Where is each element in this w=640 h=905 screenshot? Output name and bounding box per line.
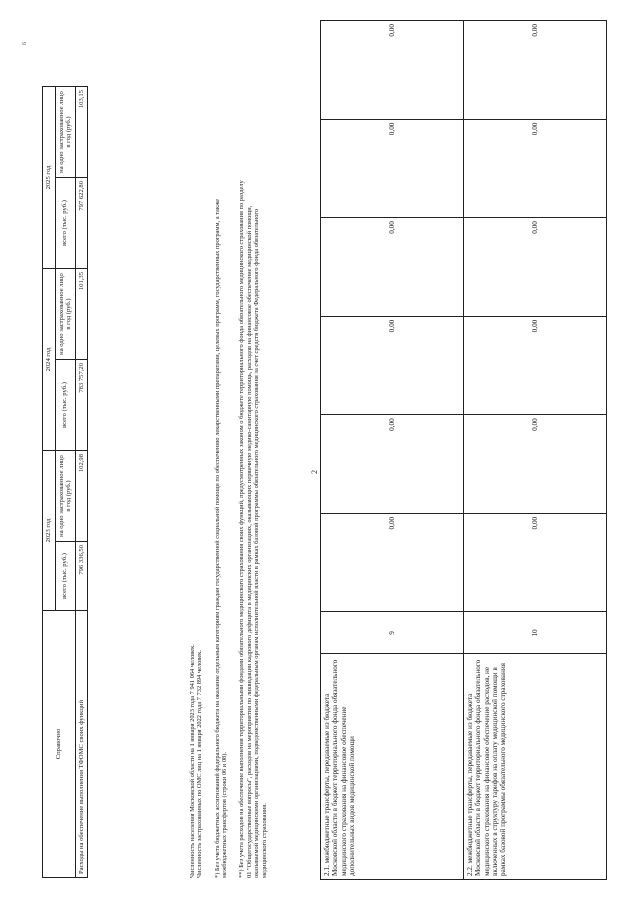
footnotes (189, 178, 268, 878)
table-cell: 0,00 (464, 316, 607, 415)
document-page (20, 20, 620, 900)
ref-subhead: на одно застрахованное лицо в год (руб.) (55, 451, 75, 542)
table-cell: 797 622,80 (75, 178, 88, 269)
table-cell: 0,00 (321, 218, 464, 317)
table-cell: 0,00 (321, 316, 464, 415)
corner-mark: 6 (22, 42, 28, 45)
footnote-1: *) Без учета бюджетных ассигнований федерального бюджета на оказание отдельным категориям граждан государственной социальной помощи по обеспечению лекарственными препаратами, целевых программ, государственных программ, а также межбюджетных трансфертов (строки 06 и 08). (213, 198, 229, 878)
table-cell: 0,00 (321, 415, 464, 514)
ref-row-label: Расходы на обеспечение выполнения ТФОМС своих функций (75, 611, 88, 878)
reference-table (42, 86, 88, 878)
table-row (321, 21, 464, 880)
ref-subhead: на одно застрахованное лицо в год (руб.) (55, 87, 75, 178)
table-cell: 0,00 (464, 119, 607, 218)
table-row (464, 21, 607, 880)
table-cell: 0,00 (321, 119, 464, 218)
footnote-2: **) Без учета расходов на обеспечение выполнения территориальными фондами обязательного медицинского страхования своих функций, предусмотренных законом о бюджете территориального фонда обязательного медицинского страхования по разделу 01 "Общегосударственные вопросы", расходов на мероприятия по ликвидации кадрового дефицита в медицинских организациях, оказывающих первичную медико-санитарную помощь, расходов на финансовое обеспечение медицинской помощи, оказываемой медицинскими организациями, подведомственными федеральным органам исполнительной власти в рамках базовой программы обязательного медицинского страхования за счет средств бюджета Федерального фонда обязательного медицинского страхования. (238, 180, 268, 878)
table-cell: 102,98 (75, 451, 88, 542)
table-cell: 0,00 (464, 415, 607, 514)
table-cell: 0,00 (464, 218, 607, 317)
ref-year: 2023 год (43, 451, 56, 611)
page-number: 2 (310, 470, 319, 474)
row-label: 2.2. межбюджетные трансферты, передаваемые из бюджета Московской области в бюджет территориального фонда обязательного медицинского страхования на финансовое обеспечение расходов, не включенных в структуру тарифов на оплату медицинской помощи в рамках базовой программы обязательного медицинского страхования (464, 654, 607, 880)
table-cell: 0,00 (464, 513, 607, 612)
insured-line: Численность застрахованных по ОМС лиц на 1 января 2022 года 7 732 894 человек. (196, 650, 204, 878)
ref-subhead: всего (тыс. руб.) (55, 360, 75, 451)
ref-subhead: всего (тыс. руб.) (55, 542, 75, 611)
table-cell: 0,00 (321, 21, 464, 120)
table-cell: 796 336,50 (75, 542, 88, 611)
ref-year: 2024 год (43, 269, 56, 451)
row-label: 2.1. межбюджетные трансферты, передаваемые из бюджета Московской области в бюджет территориального фонда обязательного медицинского страхования на финансовое обеспечение дополнительных видов медицинской помощи (321, 654, 464, 880)
population-line: Численность населения Московской области на 1 января 2023 года 7 941 064 человек. (189, 644, 196, 878)
financing-table (320, 20, 607, 880)
ref-subhead: всего (тыс. руб.) (55, 178, 75, 269)
table-cell: 783 757,20 (75, 360, 88, 451)
row-code: 9 (321, 612, 464, 654)
ref-subhead: на одно застрахованное лицо в год (руб.) (55, 269, 75, 360)
table-cell: 101,35 (75, 269, 88, 360)
ref-year: 2025 год (43, 87, 56, 269)
table-row (75, 87, 88, 878)
table-cell: 0,00 (321, 513, 464, 612)
table-cell: 0,00 (464, 21, 607, 120)
ref-head-label: Справочно (43, 611, 76, 878)
table-cell: 103,15 (75, 87, 88, 178)
row-code: 10 (464, 612, 607, 654)
